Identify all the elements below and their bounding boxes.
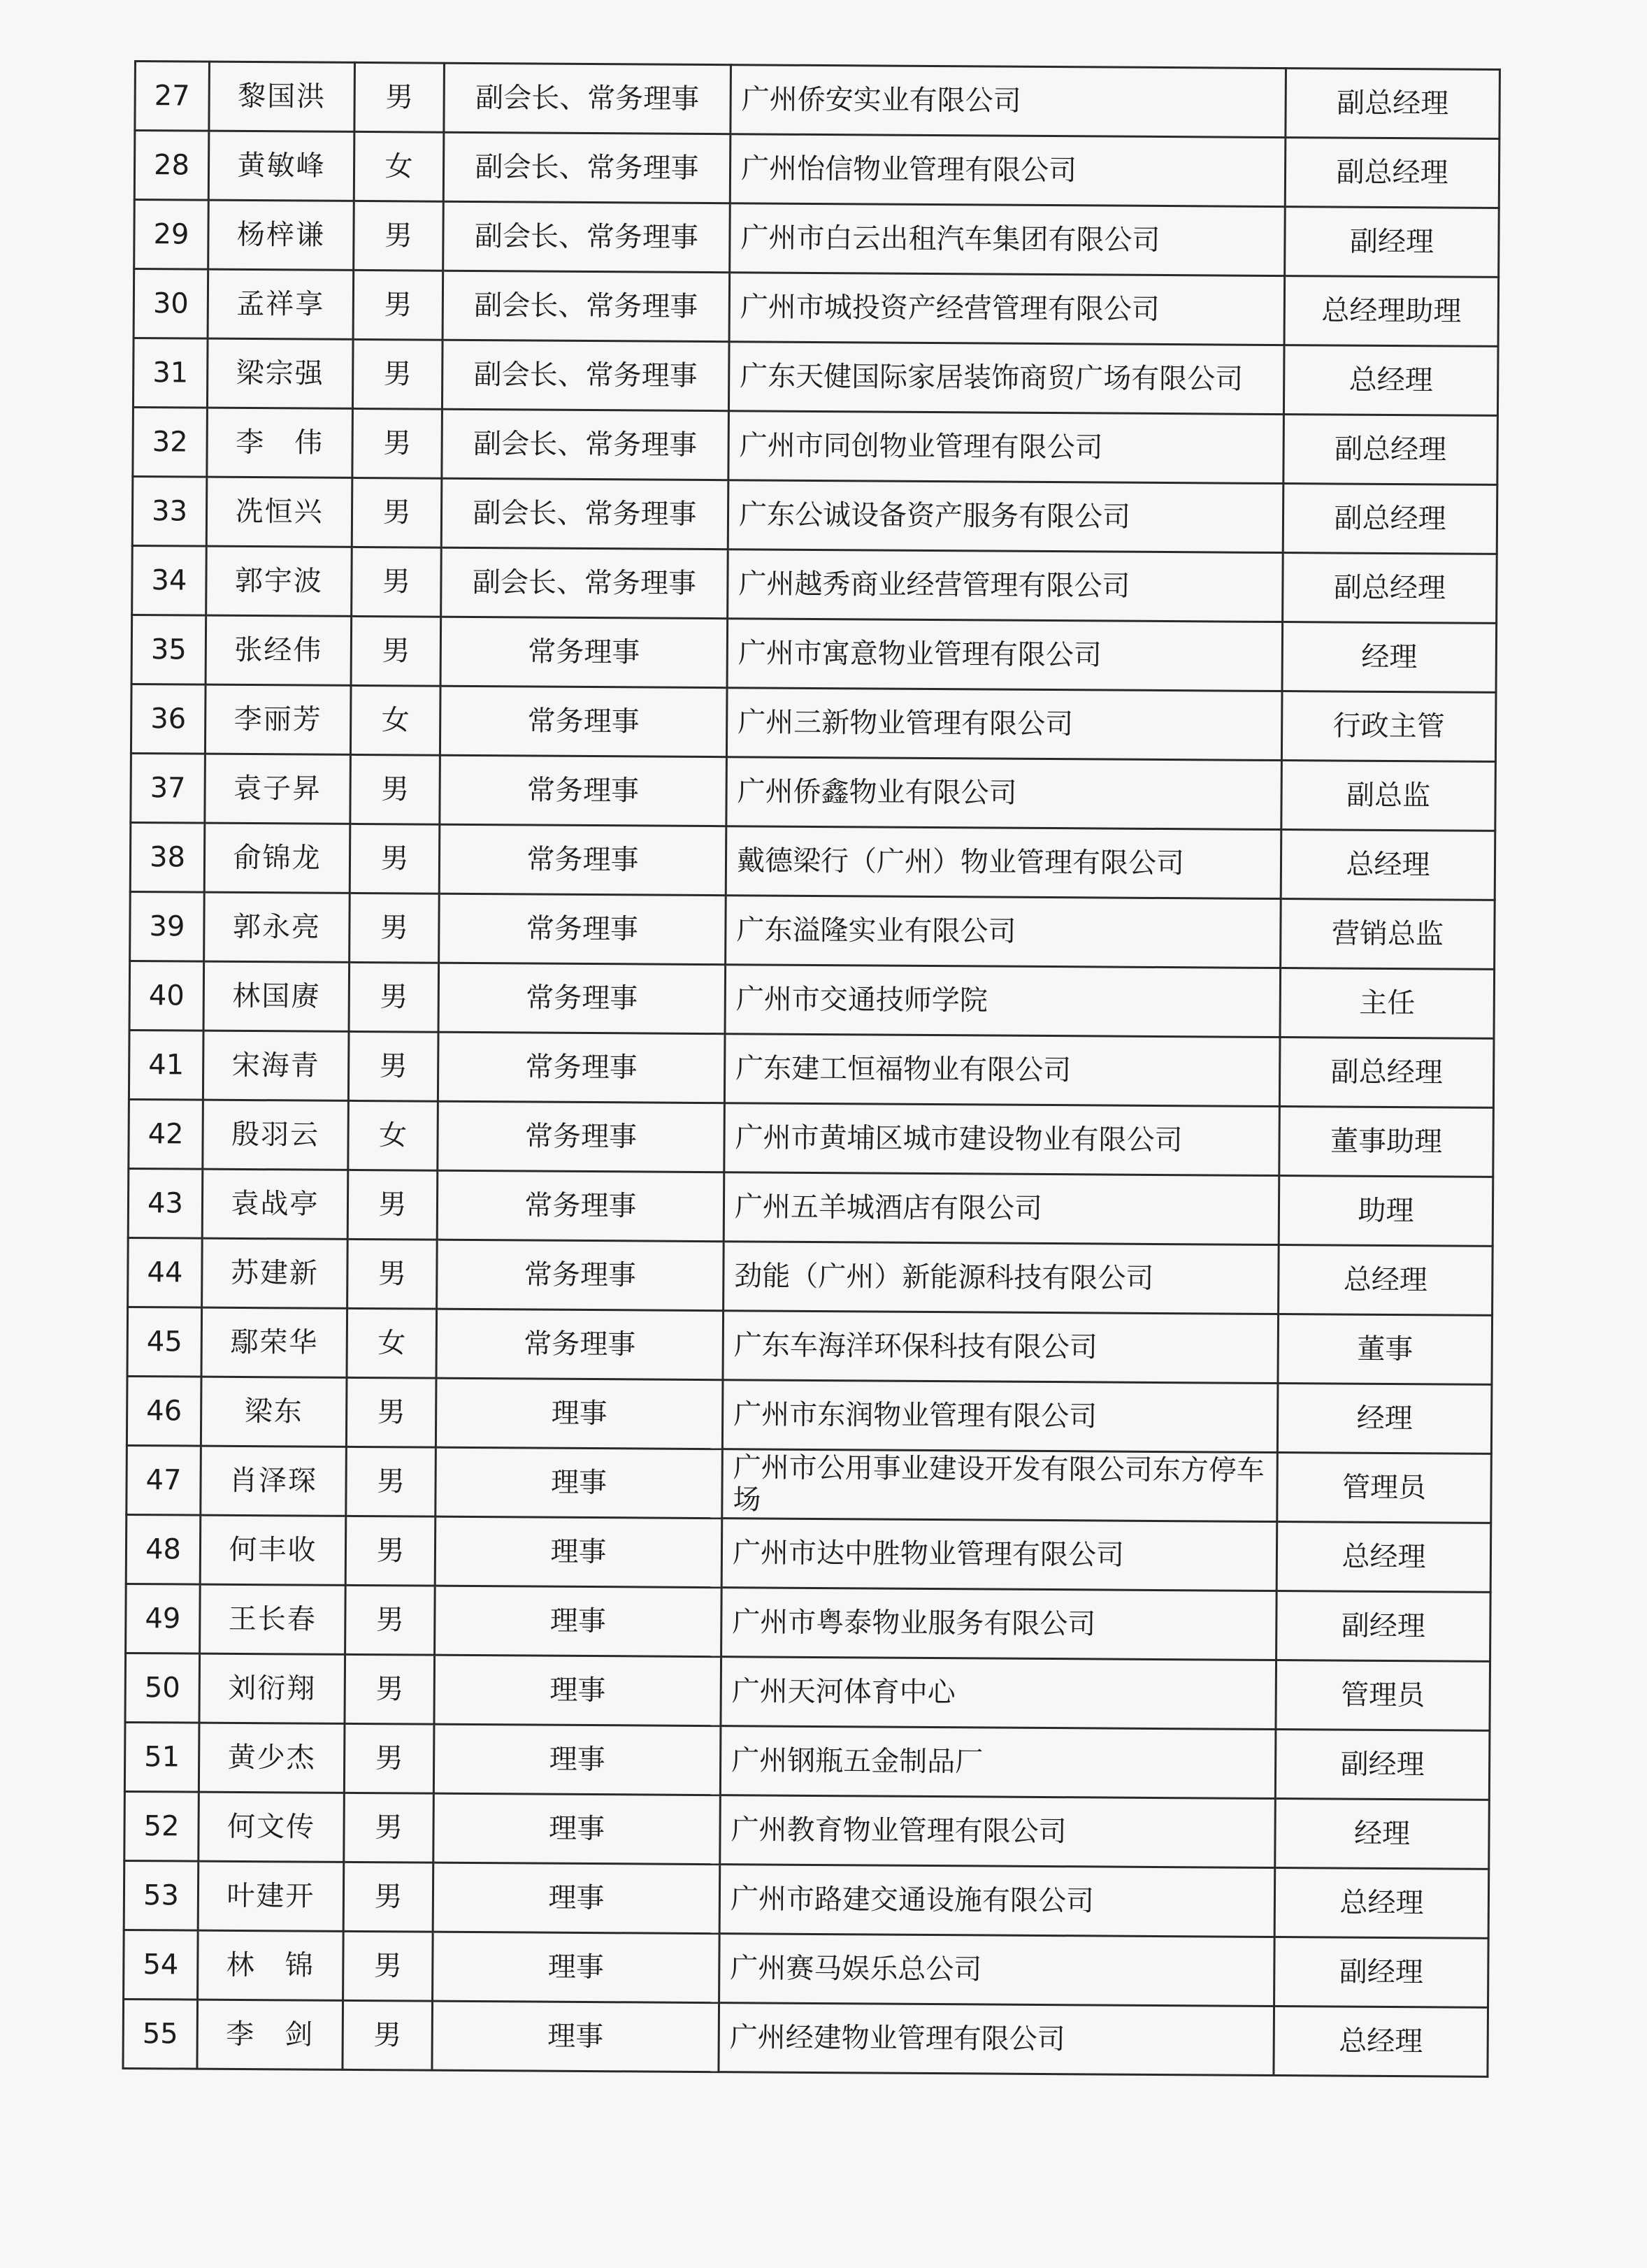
member-name: 苏建新 [202, 1238, 348, 1308]
member-name: 刘衍翔 [199, 1653, 345, 1723]
table-row [126, 1514, 1491, 1592]
member-name: 殷羽云 [203, 1100, 349, 1170]
member-role: 常务理事 [437, 1170, 724, 1242]
member-position: 总经理 [1276, 1522, 1491, 1593]
member-role: 常务理事 [438, 963, 726, 1034]
member-gender: 男 [346, 1447, 436, 1516]
row-number: 36 [131, 684, 206, 754]
table-row [132, 545, 1497, 623]
member-position: 副总经理 [1286, 69, 1500, 139]
table-row [127, 1445, 1492, 1523]
member-name: 宋海青 [203, 1031, 349, 1100]
member-name: 王长春 [200, 1584, 346, 1654]
member-role: 理事 [433, 1932, 720, 2003]
row-number: 48 [126, 1514, 201, 1584]
member-organization: 广州侨鑫物业有限公司 [726, 757, 1282, 830]
member-position: 副经理 [1276, 1591, 1491, 1662]
member-role: 常务理事 [439, 824, 726, 896]
member-name: 袁战亭 [202, 1169, 348, 1239]
member-role: 副会长、常务理事 [443, 271, 730, 342]
row-number: 50 [125, 1653, 200, 1723]
member-gender: 男 [352, 478, 442, 547]
member-role: 常务理事 [440, 755, 727, 826]
table-row [132, 476, 1497, 554]
member-position: 副总经理 [1283, 484, 1497, 554]
member-role: 理事 [433, 1863, 720, 1934]
table-row [131, 615, 1497, 692]
member-gender: 男 [353, 270, 443, 340]
member-gender: 男 [352, 339, 443, 409]
member-position: 副经理 [1275, 1730, 1490, 1800]
table-row [130, 891, 1495, 969]
member-name: 李丽芳 [205, 684, 351, 754]
member-gender: 女 [347, 1308, 437, 1378]
member-organization: 广东公诚设备资产服务有限公司 [728, 480, 1283, 553]
member-organization: 广州三新物业管理有限公司 [726, 688, 1282, 761]
member-organization: 广东车海洋环保科技有限公司 [723, 1311, 1279, 1384]
member-name: 郭永亮 [204, 892, 350, 962]
member-role: 常务理事 [438, 1101, 725, 1172]
member-role: 副会长、常务理事 [442, 409, 729, 480]
row-number: 27 [135, 62, 210, 131]
member-role: 常务理事 [440, 617, 728, 688]
row-number: 51 [124, 1722, 199, 1792]
member-gender: 男 [350, 824, 440, 893]
member-position: 副总经理 [1279, 1038, 1494, 1108]
table-row [128, 1168, 1493, 1246]
member-position: 助理 [1279, 1176, 1493, 1247]
member-position: 管理员 [1277, 1453, 1492, 1523]
member-position: 经理 [1277, 1384, 1492, 1454]
row-number: 33 [132, 476, 207, 546]
member-gender: 男 [345, 1516, 436, 1586]
member-position: 副经理 [1274, 1937, 1489, 2008]
member-role: 副会长、常务理事 [441, 547, 728, 619]
row-number: 54 [124, 1930, 199, 2000]
member-organization: 广州五羊城酒店有限公司 [724, 1172, 1279, 1245]
member-gender: 男 [350, 893, 440, 963]
member-role: 常务理事 [436, 1309, 724, 1380]
member-name: 林国赓 [203, 961, 350, 1031]
member-name: 肖泽琛 [201, 1446, 347, 1516]
member-gender: 男 [349, 962, 439, 1032]
member-role: 理事 [436, 1447, 723, 1519]
member-name: 梁宗强 [207, 338, 353, 408]
row-number: 31 [133, 338, 208, 408]
table-row [135, 62, 1500, 139]
member-gender: 男 [348, 1031, 438, 1101]
member-position: 副经理 [1285, 207, 1499, 278]
table-row [129, 1030, 1494, 1107]
member-organization: 戴德梁行（广州）物业管理有限公司 [726, 826, 1281, 899]
member-position: 经理 [1275, 1799, 1490, 1869]
member-position: 副总经理 [1283, 553, 1497, 624]
member-gender: 女 [350, 685, 440, 755]
row-number: 39 [130, 891, 205, 961]
row-number: 53 [124, 1860, 199, 1930]
member-organization: 广州市城投资产经营管理有限公司 [729, 273, 1285, 345]
member-name: 林 锦 [198, 1930, 344, 2000]
member-name: 何丰收 [200, 1515, 346, 1585]
member-organization: 广州钢瓶五金制品厂 [720, 1726, 1276, 1799]
member-role: 理事 [435, 1516, 722, 1588]
row-number: 45 [127, 1307, 202, 1377]
row-number: 34 [132, 545, 207, 615]
member-gender: 男 [347, 1239, 438, 1309]
table-row [127, 1307, 1493, 1384]
table-row [130, 822, 1495, 900]
member-name: 叶建开 [198, 1861, 344, 1931]
row-number: 28 [134, 131, 209, 201]
member-gender: 男 [344, 1793, 434, 1863]
member-role: 理事 [433, 1724, 721, 1795]
member-name: 黎国洪 [209, 62, 355, 131]
table-row [124, 1930, 1489, 2007]
member-organization: 广州市路建交通设施有限公司 [719, 1865, 1275, 1937]
member-organization: 广州经建物业管理有限公司 [719, 2003, 1274, 2076]
member-name: 冼恒兴 [206, 477, 352, 547]
member-role: 副会长、常务理事 [444, 63, 731, 134]
member-organization: 广州市达中胜物业管理有限公司 [721, 1519, 1277, 1591]
table-row [124, 1860, 1489, 1938]
table-row [126, 1584, 1491, 1661]
member-name: 李 伟 [207, 408, 353, 478]
row-number: 49 [126, 1584, 201, 1653]
member-name: 鄢荣华 [201, 1307, 347, 1377]
member-gender: 男 [354, 62, 445, 132]
member-position: 经理 [1282, 622, 1497, 693]
member-gender: 男 [351, 616, 441, 686]
row-number: 41 [129, 1030, 203, 1100]
row-number: 46 [127, 1376, 201, 1446]
row-number: 32 [133, 407, 208, 477]
member-role: 常务理事 [439, 893, 726, 965]
member-position: 副总经理 [1283, 415, 1498, 485]
row-number: 30 [134, 269, 208, 339]
table-row [124, 1722, 1490, 1800]
member-name: 俞锦龙 [204, 823, 350, 893]
member-organization: 广州市寓意物业管理有限公司 [727, 619, 1283, 691]
table-row [124, 1791, 1490, 1869]
member-name: 孟祥享 [208, 269, 354, 339]
member-gender: 男 [343, 2000, 433, 2070]
member-gender: 男 [345, 1585, 436, 1655]
table-row [123, 1999, 1488, 2076]
member-organization: 广州市粤泰物业服务有限公司 [721, 1588, 1277, 1660]
member-position: 管理员 [1276, 1660, 1490, 1731]
table-row [131, 753, 1496, 831]
row-number: 55 [123, 1999, 198, 2069]
member-position: 总经理助理 [1284, 276, 1499, 347]
member-gender: 男 [343, 1931, 433, 2001]
member-role: 理事 [435, 1586, 722, 1657]
member-organization: 广州天河体育中心 [721, 1657, 1276, 1730]
member-gender: 男 [352, 547, 442, 617]
member-gender: 男 [350, 754, 440, 824]
member-gender: 男 [345, 1654, 435, 1724]
member-name: 杨梓谦 [208, 200, 354, 270]
member-role: 常务理事 [438, 1032, 725, 1103]
table-row [129, 1099, 1494, 1177]
member-organization: 广州赛马娱乐总公司 [719, 1934, 1275, 2007]
table-row [131, 684, 1496, 761]
member-position: 行政主管 [1281, 691, 1496, 762]
member-organization: 广州市白云出租汽车集团有限公司 [730, 203, 1286, 276]
member-position: 副总经理 [1285, 138, 1499, 208]
member-gender: 男 [344, 1723, 434, 1793]
table-row [134, 269, 1499, 347]
member-gender: 男 [347, 1170, 438, 1240]
member-gender: 女 [348, 1100, 438, 1170]
row-number: 47 [127, 1445, 201, 1515]
member-position: 营销总监 [1281, 899, 1495, 970]
row-number: 37 [131, 753, 206, 823]
member-roster-table [122, 60, 1501, 2078]
member-organization: 广东建工恒福物业有限公司 [724, 1034, 1280, 1107]
member-position: 主任 [1280, 968, 1495, 1039]
row-number: 52 [124, 1791, 199, 1861]
member-role: 副会长、常务理事 [442, 340, 729, 411]
table-row [125, 1653, 1490, 1730]
member-name: 张经伟 [206, 615, 352, 685]
member-organization: 广东天健国际家居装饰商贸广场有限公司 [728, 342, 1284, 415]
table-row [128, 1237, 1493, 1315]
member-position: 总经理 [1281, 830, 1495, 900]
roster-body [123, 62, 1500, 2077]
member-position: 总经理 [1274, 1868, 1489, 1939]
member-organization: 劲能（广州）新能源科技有限公司 [724, 1242, 1279, 1314]
table-row [133, 338, 1498, 416]
member-name: 黄敏峰 [208, 131, 354, 201]
member-organization: 广州越秀商业经营管理有限公司 [728, 550, 1283, 622]
member-name: 梁东 [201, 1377, 347, 1447]
member-organization: 广州怡信物业管理有限公司 [730, 134, 1286, 207]
member-role: 副会长、常务理事 [443, 201, 731, 273]
member-position: 总经理 [1274, 2007, 1488, 2077]
member-position: 董事助理 [1279, 1107, 1494, 1177]
table-row [134, 200, 1499, 278]
member-position: 董事 [1278, 1314, 1493, 1385]
member-gender: 女 [354, 131, 444, 201]
member-position: 总经理 [1279, 1245, 1493, 1316]
row-number: 42 [129, 1099, 203, 1169]
member-gender: 男 [343, 1862, 433, 1932]
table-row [133, 407, 1498, 485]
member-name: 郭宇波 [206, 546, 352, 616]
member-role: 常务理事 [437, 1240, 724, 1311]
member-organization: 广州市黄埔区城市建设物业有限公司 [724, 1103, 1280, 1176]
member-role: 副会长、常务理事 [443, 132, 731, 203]
member-gender: 男 [352, 408, 443, 478]
row-number: 35 [131, 615, 206, 684]
member-gender: 男 [354, 201, 444, 271]
member-role: 理事 [434, 1655, 721, 1726]
table-row [129, 961, 1495, 1038]
member-role: 理事 [433, 1793, 721, 1865]
member-name: 何文传 [199, 1792, 345, 1862]
member-position: 总经理 [1283, 345, 1498, 416]
table-row [127, 1376, 1492, 1454]
member-organization: 广州教育物业管理有限公司 [720, 1795, 1276, 1868]
member-organization: 广州市东润物业管理有限公司 [722, 1380, 1278, 1453]
row-number: 40 [129, 961, 204, 1031]
table-row [134, 131, 1499, 208]
member-organization: 广州市交通技师学院 [725, 965, 1281, 1038]
member-name: 袁子昇 [205, 754, 351, 824]
member-position: 副总监 [1281, 761, 1496, 831]
member-organization: 广州市公用事业建设开发有限公司东方停车场 [722, 1449, 1278, 1522]
member-organization: 广东溢隆实业有限公司 [726, 896, 1281, 968]
member-gender: 男 [346, 1377, 436, 1447]
row-number: 44 [128, 1237, 203, 1307]
member-organization: 广州侨安实业有限公司 [731, 65, 1286, 138]
row-number: 43 [128, 1168, 203, 1238]
row-number: 38 [130, 822, 205, 892]
member-role: 理事 [432, 2001, 719, 2072]
member-role: 副会长、常务理事 [441, 478, 728, 550]
member-role: 理事 [436, 1378, 723, 1449]
member-name: 李 剑 [197, 2000, 343, 2069]
member-name: 黄少杰 [199, 1723, 345, 1793]
member-organization: 广州市同创物业管理有限公司 [728, 411, 1284, 484]
member-role: 常务理事 [440, 686, 727, 757]
row-number: 29 [134, 200, 209, 270]
